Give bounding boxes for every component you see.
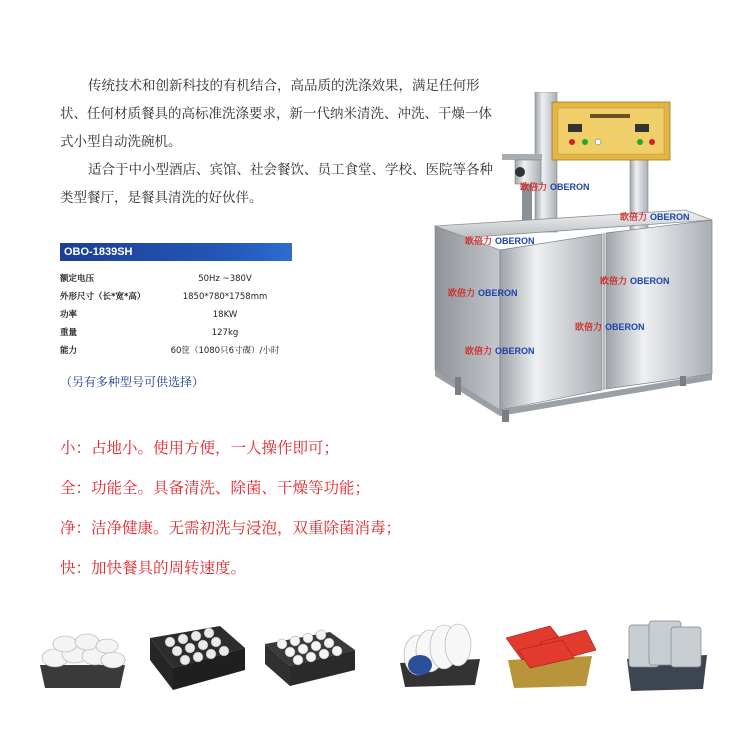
feature-small: 小：占地小。使用方便，一人操作即可； <box>60 439 340 457</box>
brand-cn: 欧倍力 <box>448 288 476 298</box>
brand-tag <box>575 320 645 333</box>
brand-en: OBERON <box>630 276 670 286</box>
spec-value: 50Hz ~380V <box>198 274 252 284</box>
spec-row <box>60 270 360 288</box>
spec-row <box>60 342 360 360</box>
spec-table <box>60 270 360 360</box>
spec-row <box>60 306 360 324</box>
brand-tag <box>465 344 535 357</box>
feature-fast: 快：加快餐具的周转速度。 <box>60 559 247 577</box>
brand-cn: 欧倍力 <box>465 236 493 246</box>
brand-en: OBERON <box>495 236 535 246</box>
spec-row <box>60 324 360 342</box>
intro-paragraph-1: 传统技术和创新科技的有机结合，高品质的洗涤效果，满足任何形状、任何材质餐具的高标准洗涤要求，新一代纳米清洗、冲洗、干燥一体式小型自动洗碗机。 <box>60 78 492 150</box>
brand-en: OBERON <box>478 288 518 298</box>
feature-list <box>60 437 401 597</box>
brand-tag <box>448 286 518 299</box>
metal-tray-rack-image <box>615 615 715 693</box>
brand-cn: 欧倍力 <box>465 346 493 356</box>
brand-cn: 欧倍力 <box>575 322 603 332</box>
brand-en: OBERON <box>650 212 690 222</box>
glass-rack-image <box>260 622 360 690</box>
brand-en: OBERON <box>495 346 535 356</box>
spec-label: 重量 <box>60 328 78 338</box>
brand-tag <box>620 210 690 223</box>
brand-tag <box>600 274 670 287</box>
spec-row <box>60 288 360 306</box>
tray-rack-image <box>500 620 600 690</box>
other-models-note: （另有多种型号可供选择） <box>60 375 205 389</box>
brand-en: OBERON <box>550 182 590 192</box>
intro-paragraph-2: 适合于中小型酒店、宾馆、社会餐饮、员工食堂、学校、医院等各种类型餐厅，是餐具清洗的好伙伴。 <box>60 162 493 206</box>
brand-cn: 欧倍力 <box>620 212 648 222</box>
spec-label: 功率 <box>60 310 78 320</box>
dishwasher-machine-image <box>430 92 715 422</box>
feature-complete: 全：功能全。具备清洗、除菌、干燥等功能； <box>60 479 371 497</box>
spec-label: 能力 <box>60 346 78 356</box>
feature-clean: 净：洁净健康。无需初洗与浸泡，双重除菌消毒； <box>60 519 402 537</box>
model-number-bar: OBO-1839SH <box>60 243 292 261</box>
plate-rack-image <box>390 615 490 690</box>
dishwasher-illustration <box>430 92 715 422</box>
brand-en: OBERON <box>605 322 645 332</box>
spec-value: 1850*780*1758mm <box>182 292 268 302</box>
rack-gallery <box>30 610 730 705</box>
brand-cn: 欧倍力 <box>520 182 548 192</box>
bowl-rack-image <box>35 620 130 690</box>
spec-label: 外形尺寸（长*宽*高） <box>60 292 146 302</box>
spec-value: 127kg <box>211 328 239 338</box>
brand-tag <box>465 234 535 247</box>
spec-label: 额定电压 <box>60 274 95 284</box>
spec-value: 18KW <box>212 310 238 320</box>
cup-rack-image <box>145 618 250 693</box>
spec-value: 60筐（1080只6寸碟）/小时 <box>170 346 280 356</box>
brand-cn: 欧倍力 <box>600 276 628 286</box>
brand-tag <box>520 180 590 193</box>
